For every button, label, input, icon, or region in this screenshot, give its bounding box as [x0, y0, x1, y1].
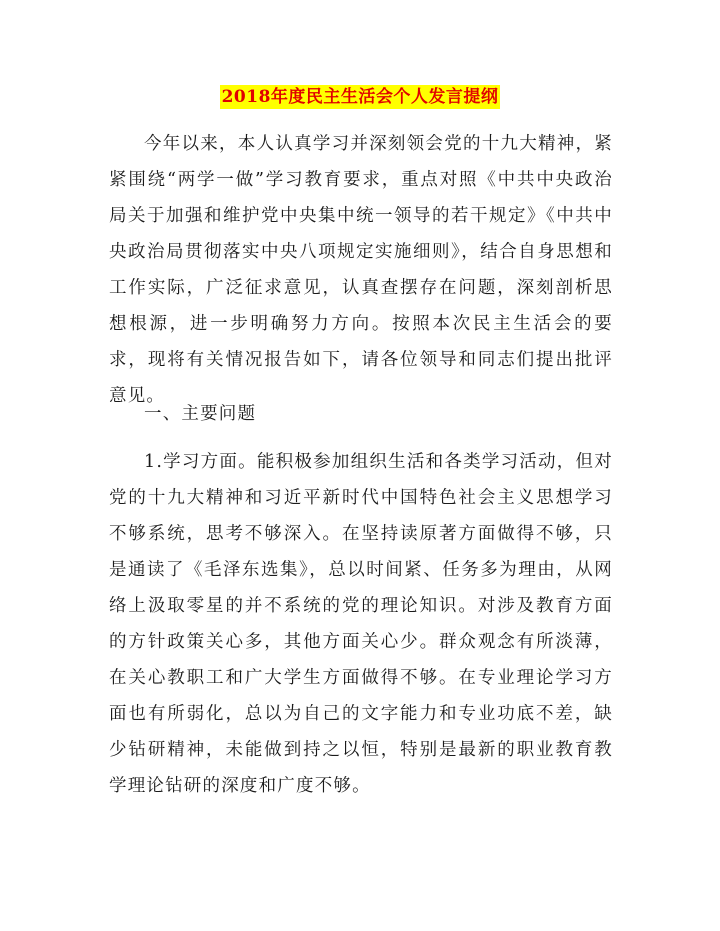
- document-title: 2018年度民主生活会个人发言提纲: [221, 87, 499, 107]
- section-heading: 一、主要问题: [144, 404, 257, 424]
- study-paragraph: 1.学习方面。能积极参加组织生活和各类学习活动，但对党的十九大精神和习近平新时代中国特色社会主义思想学习不够系统，思考不够深入。在坚持读原著方面做得不够，只是通读了《毛泽东选集》，总以时间紧、任务多为理由，从网络上汲取零星的并不系统的党的理论知识。对涉及教育方面的方针政策关心多，其他方面关心少。群众观念有所淡薄，在关心教职工和广大学生方面做得不够。在专业理论学习方面也有所弱化，总以为自己的文字能力和专业功底不差，缺少钻研精神，未能做到持之以恒，特别是最新的职业教育教学理论钻研的深度和广度不够。: [109, 452, 613, 796]
- title-container: [0, 85, 720, 109]
- intro-paragraph: 今年以来，本人认真学习并深刻领会党的十九大精神，紧紧围绕“两学一做”学习教育要求，重点对照《中共中央政治局关于加强和维护党中央集中统一领导的若干规定》《中共中央政治局贯彻落实中央八项规定实施细则》，结合自身思想和工作实际，广泛征求意见，认真查摆存在问题，深刻剖析思想根源，进一步明确努力方向。按照本次民主生活会的要求，现将有关情况报告如下，请各位领导和同志们提出批评意见。: [109, 134, 613, 406]
